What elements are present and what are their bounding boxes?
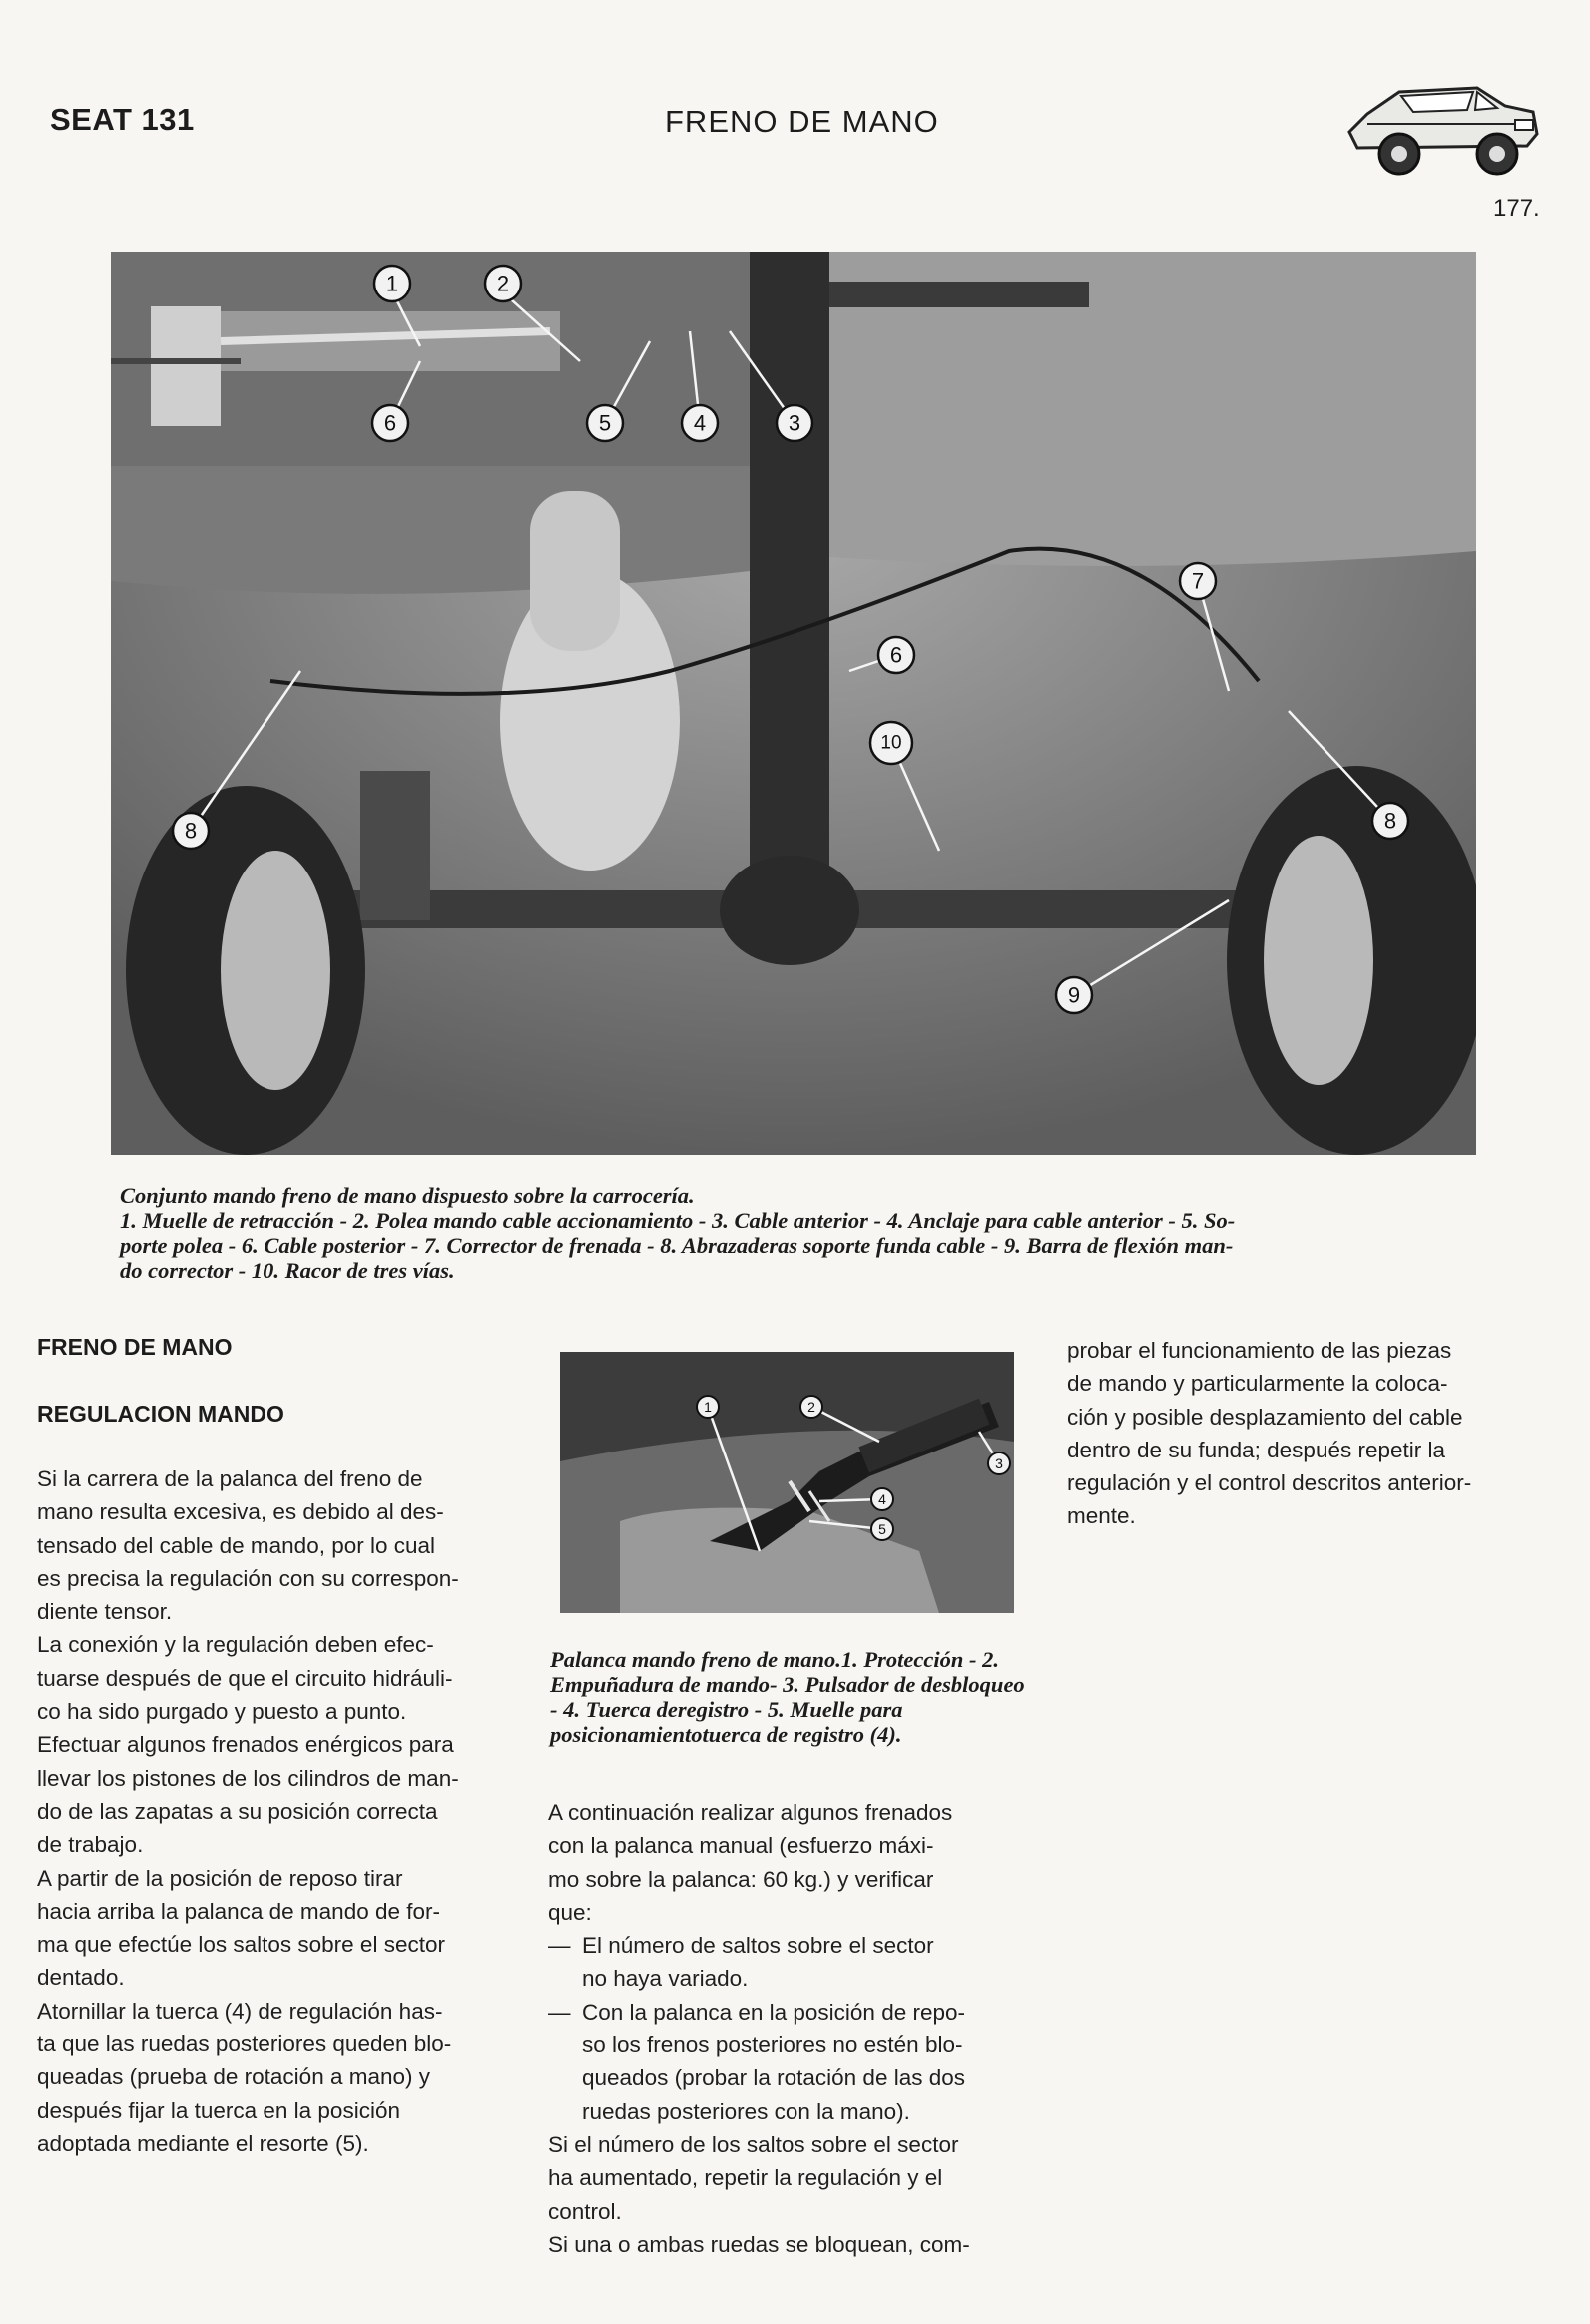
body-text-line: ción y posible desplazamiento del cable: [1067, 1404, 1463, 1430]
callout-2: 2: [807, 1399, 815, 1415]
body-text-line: control.: [548, 2198, 622, 2224]
column-3-text: [1067, 1334, 1546, 1533]
car-side-icon: [1337, 62, 1545, 192]
body-text-line: Si la carrera de la palanca del freno de: [37, 1466, 423, 1491]
figure1-caption: [120, 1183, 1477, 1283]
body-text-line: después fijar la tuerca en la posición: [37, 2097, 400, 2123]
body-text-line: Atornillar la tuerca (4) de regulación has-: [37, 1998, 443, 2024]
list-item-line: ruedas posteriores con la mano).: [582, 2098, 910, 2124]
body-text-line: queadas (prueba de rotación a mano) y: [37, 2064, 431, 2090]
callout-6-top: 6: [383, 410, 397, 436]
callout-3: 3: [995, 1455, 1003, 1471]
body-text-line: ha aumentado, repetir la regulación y el: [548, 2165, 943, 2191]
undercarriage-photo: [111, 252, 1476, 1155]
figure2-caption: [550, 1647, 1029, 1747]
body-text-line: llevar los pistones de los cilindros de man-: [37, 1765, 459, 1791]
body-text-line: do de las zapatas a su posición correcta: [37, 1798, 438, 1824]
figure1-caption-line: do corrector - 10. Racor de tres vías.: [120, 1258, 455, 1283]
body-text-line: ta que las ruedas posteriores queden blo-: [37, 2032, 452, 2057]
list-dash: —: [548, 1933, 571, 1959]
callout-5: 5: [598, 410, 612, 436]
column-2-text: [548, 1796, 1027, 2261]
list-item-line: — El número de saltos sobre el sector: [548, 1929, 1027, 1962]
figure2-caption-line: Palanca mando freno de mano.: [550, 1647, 841, 1672]
callout-4: 4: [878, 1491, 886, 1507]
body-text-line: Si el número de los saltos sobre el sector: [548, 2131, 959, 2157]
body-text-line: mano resulta excesiva, es debido al des-: [37, 1499, 444, 1525]
callout-2: 2: [496, 271, 510, 296]
list-item-line: queados (probar la rotación de las dos: [582, 2065, 965, 2091]
header-model: SEAT 131: [50, 102, 195, 137]
callout-8-right: 8: [1383, 808, 1397, 834]
figure1-caption-line: porte polea - 6. Cable posterior - 7. Corrector de frenada - 8. Abrazaderas soporte funda cable - 9. Barra de flexión man-: [120, 1233, 1234, 1258]
body-text-line: ma que efectúe los saltos sobre el sector: [37, 1932, 445, 1958]
list-dash: —: [548, 1999, 571, 2025]
list-item-line: no haya variado.: [582, 1966, 749, 1992]
body-text-line: adoptada mediante el resorte (5).: [37, 2130, 369, 2156]
body-text-line: tensado del cable de mando, por lo cual: [37, 1532, 436, 1558]
body-text-line: Efectuar algunos frenados enérgicos para: [37, 1732, 454, 1758]
callout-6: 6: [889, 642, 903, 668]
figure1-caption-title: Conjunto mando freno de mano dispuesto sobre la carrocería.: [120, 1183, 695, 1208]
body-text-line: dentro de su funda; después repetir la: [1067, 1437, 1446, 1462]
callout-5: 5: [878, 1521, 886, 1537]
section-heading: FRENO DE MANO: [37, 1334, 233, 1360]
body-text-line: regulación y el control descritos anterior-: [1067, 1470, 1472, 1496]
body-text-line: es precisa la regulación con su correspon-: [37, 1565, 459, 1591]
body-text-line: mo sobre la palanca: 60 kg.) y verificar: [548, 1866, 934, 1892]
section-subheading: REGULACION MANDO: [37, 1401, 284, 1427]
column-1-text: [37, 1462, 506, 2160]
body-text-line: hacia arriba la palanca de mando de for-: [37, 1898, 441, 1924]
page-number: 177.: [1493, 195, 1540, 222]
callout-10: 10: [880, 732, 902, 754]
body-text-line: de trabajo.: [37, 1832, 144, 1858]
body-text-line: Si una o ambas ruedas se bloquean, com-: [548, 2231, 970, 2257]
callout-3: 3: [788, 410, 801, 436]
figure2-caption-line: 1. Protección - 2. Empuñadura de mando: [550, 1647, 999, 1697]
callout-7: 7: [1191, 568, 1205, 594]
page-title: FRENO DE MANO: [665, 104, 939, 139]
body-text-line: de mando y particularmente la coloca-: [1067, 1371, 1448, 1397]
body-text-line: dentado.: [37, 1965, 125, 1991]
callout-1: 1: [385, 271, 399, 296]
body-text-line: que:: [548, 1899, 592, 1925]
callout-1: 1: [704, 1399, 712, 1415]
body-text-line: A partir de la posición de reposo tirar: [37, 1865, 403, 1891]
body-text-line: tuarse después de que el circuito hidráuli-: [37, 1665, 453, 1691]
body-text-line: co ha sido purgado y puesto a punto.: [37, 1699, 407, 1725]
figure2-caption-line: registro - 5. Muelle para posicionamiento: [550, 1697, 903, 1747]
body-text-line: mente.: [1067, 1503, 1136, 1529]
body-text-line: A continuación realizar algunos frenados: [548, 1800, 953, 1825]
figure2-caption-line: tuerca de registro (4).: [702, 1722, 902, 1747]
list-item-line: so los frenos posteriores no estén blo-: [582, 2033, 963, 2058]
body-text-line: La conexión y la regulación deben efec-: [37, 1632, 434, 1658]
figure1-caption-line: 1. Muelle de retracción - 2. Polea mando cable accionamiento - 3. Cable anterior - 4. Anclaje para cable anterior - 5. So-: [120, 1208, 1236, 1233]
hand-brake-lever-photo: [560, 1352, 1014, 1613]
figure2-caption-line: - 3. Pulsador de desbloqueo - 4. Tuerca de: [550, 1672, 1025, 1722]
body-text-line: diente tensor.: [37, 1599, 173, 1625]
list-item-line: — Con la palanca en la posición de repo-: [548, 1996, 1027, 2029]
callout-9: 9: [1067, 982, 1081, 1008]
callout-8-left: 8: [184, 818, 198, 844]
callout-4: 4: [693, 410, 707, 436]
body-text-line: probar el funcionamiento de las piezas: [1067, 1338, 1452, 1363]
body-text-line: con la palanca manual (esfuerzo máxi-: [548, 1833, 934, 1859]
